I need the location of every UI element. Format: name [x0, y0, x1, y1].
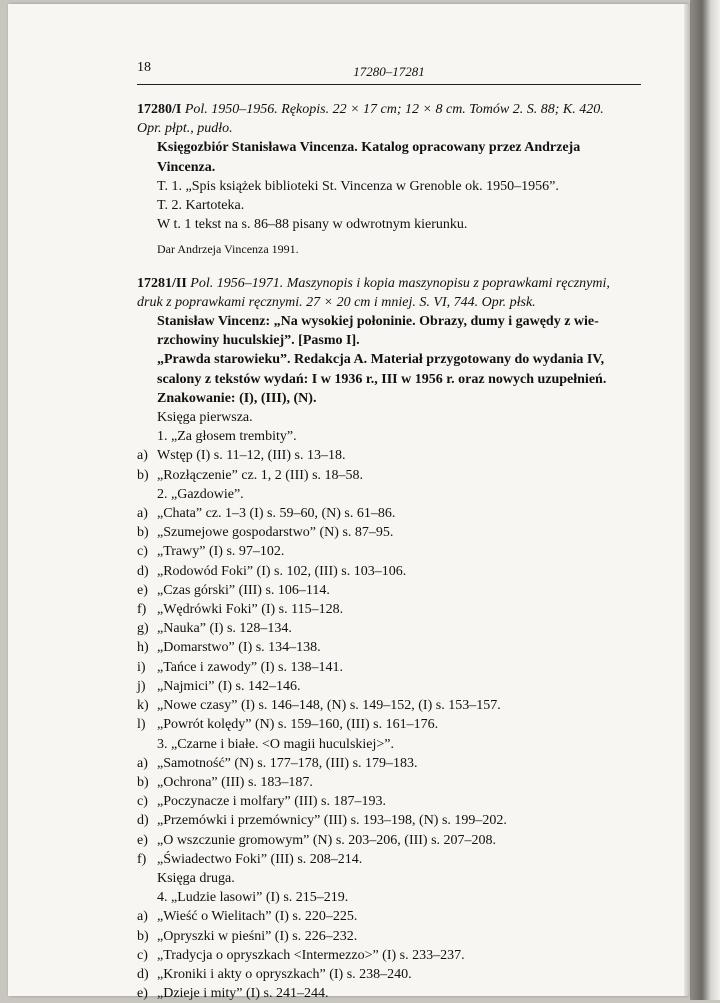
part-heading: 2. „Gazdowie”.	[157, 486, 244, 502]
list-item: h) „Domarstwo” (I) s. 134–138.	[137, 640, 321, 656]
list-item: b) „Szumejowe gospodarstwo” (N) s. 87–95.	[137, 525, 394, 541]
entry-provenance: Dar Andrzeja Vincenza 1991.	[157, 242, 299, 257]
entry-line: T. 2. Kartoteka.	[157, 198, 245, 214]
list-item: c) „Tradycja o opryszkach <Intermezzo>” (I) s. 233–237.	[137, 947, 465, 963]
entry-title: scalony z tekstów wydań: I w 1936 r., III w 1956 r. oraz nowych uzupełnień.	[157, 371, 607, 387]
part4-list	[137, 907, 641, 1003]
page-edge	[684, 4, 690, 996]
list-item: a) „Chata” cz. 1–3 (I) s. 59–60, (N) s. 61–86.	[137, 506, 396, 522]
list-item: c) „Poczynacze i molfary” (III) s. 187–193.	[137, 794, 386, 810]
entry-header	[137, 274, 641, 293]
part-heading: 4. „Ludzie lasowi” (I) s. 215–219.	[157, 890, 349, 906]
list-item: d) „Przemówki i przemównicy” (III) s. 193–198, (N) s. 199–202.	[137, 813, 507, 829]
page-number: 18	[137, 60, 151, 75]
list-item: b) „Opryszki w pieśni” (I) s. 226–232.	[137, 928, 358, 944]
entry-header	[137, 100, 641, 119]
entry-id: 17280/I	[137, 102, 182, 117]
list-item: d) „Rodowód Foki” (I) s. 102, (III) s. 103–106.	[137, 563, 407, 579]
list-item: k) „Nowe czasy” (I) s. 146–148, (N) s. 149–152, (I) s. 153–157.	[137, 698, 501, 714]
background-edge	[690, 0, 720, 1000]
entry-id: 17281/II	[137, 275, 187, 291]
entry-title-cont: Vincenza.	[157, 159, 216, 175]
list-item: g) „Nauka” (I) s. 128–134.	[137, 621, 292, 637]
list-item: b) „Ochrona” (III) s. 183–187.	[137, 774, 313, 790]
list-item: e) „Dzieje i mity” (I) s. 241–244.	[137, 986, 329, 1002]
catalog-entry-17280	[137, 100, 641, 260]
part-heading: 3. „Czarne i białe. <O magii huculskiej>”.	[157, 736, 394, 752]
entry-description-cont: Opr. płpt., pudło.	[137, 121, 233, 137]
entry-line: W t. 1 tekst na s. 86–88 pisany w odwrotnym kierunku.	[157, 217, 468, 233]
list-item: d) „Kroniki i akty o opryszkach” (I) s. 238–240.	[137, 966, 412, 982]
list-item: e) „Czas górski” (III) s. 106–114.	[137, 582, 330, 598]
catalog-entry-17281	[137, 274, 641, 1003]
part1-list	[137, 446, 641, 484]
list-item: a) „Samotność” (N) s. 177–178, (III) s. 179–183.	[137, 755, 418, 771]
page-header	[137, 60, 641, 85]
book-heading: Księga pierwsza.	[157, 410, 253, 426]
book-heading: Księga druga.	[157, 870, 235, 886]
entry-title: „Prawda starowieku”. Redakcja A. Materiał przygotowany do wydania IV,	[157, 352, 605, 368]
list-item: f) „Świadectwo Foki” (III) s. 208–214.	[137, 851, 363, 867]
entry-title: Stanisław Vincenz: „Na wysokiej połoninie. Obrazy, dumy i gawędy z wie-	[157, 314, 599, 330]
running-head: 17280–17281	[353, 64, 425, 79]
entry-description-cont: druk z poprawkami ręcznymi. 27 × 20 cm i mniej. S. VI, 744. Opr. płsk.	[137, 294, 536, 310]
list-item: j) „Najmici” (I) s. 142–146.	[137, 678, 301, 694]
part-heading: 1. „Za głosem trembity”.	[157, 429, 297, 445]
list-item: f) „Wędrówki Foki” (I) s. 115–128.	[137, 602, 344, 618]
list-item: b) „Rozłączenie” cz. 1, 2 (III) s. 18–58.	[137, 467, 364, 483]
entry-description: Pol. 1956–1971. Maszynopis i kopia maszynopisu z poprawkami ręcznymi,	[190, 275, 610, 291]
entry-title: Znakowanie: (I), (III), (N).	[157, 390, 317, 406]
catalog-content	[137, 100, 641, 1003]
list-item: a) Wstęp (I) s. 11–12, (III) s. 13–18.	[137, 448, 346, 464]
entry-title: rzchowiny huculskiej”. [Pasmo I].	[157, 333, 360, 349]
list-item: e) „O wszczunie gromowym” (N) s. 203–206, (III) s. 207–208.	[137, 832, 497, 848]
part2-list	[137, 504, 641, 734]
entry-line: T. 1. „Spis książek biblioteki St. Vincenza w Grenoble ok. 1950–1956”.	[157, 178, 559, 194]
list-item: i) „Tańce i zawody” (I) s. 138–141.	[137, 659, 344, 675]
part3-list	[137, 754, 641, 869]
list-item: a) „Wieść o Wielitach” (I) s. 220–225.	[137, 909, 358, 925]
list-item: l) „Powrót kolędy” (N) s. 159–160, (III) s. 161–176.	[137, 717, 439, 733]
entry-title: Księgozbiór Stanisława Vincenza. Katalog opracowany przez Andrzeja	[157, 140, 581, 156]
entry-description: Pol. 1950–1956. Rękopis. 22 × 17 cm; 12 × 8 cm. Tomów 2. S. 88; K. 420.	[184, 102, 604, 117]
list-item: c) „Trawy” (I) s. 97–102.	[137, 544, 285, 560]
